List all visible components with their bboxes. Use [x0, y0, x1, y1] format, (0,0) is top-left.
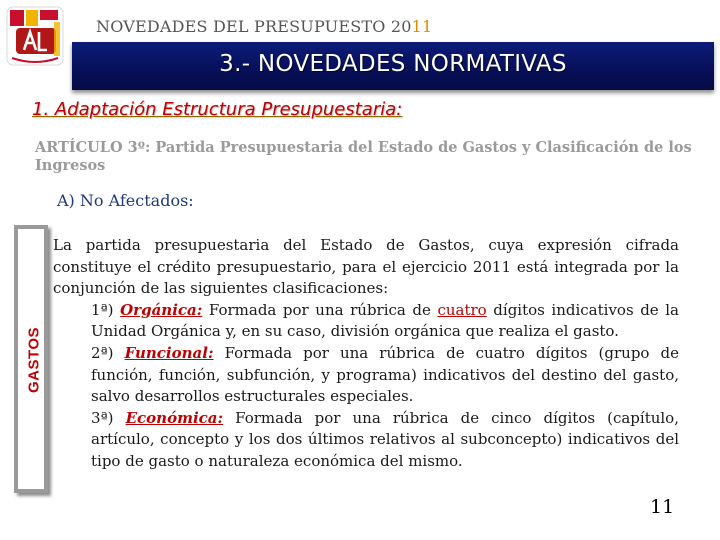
- item1-keyword: Orgánica:: [120, 300, 203, 319]
- item-economica: [53, 408, 679, 473]
- page-number: 11: [650, 496, 675, 518]
- article-heading: ARTÍCULO 3º: Partida Presupuestaria del Estado de Gastos y Clasificación de los Ingresos: [35, 139, 692, 174]
- banner-title: 3.- NOVEDADES NORMATIVAS: [219, 51, 567, 77]
- intro-paragraph: [53, 235, 679, 300]
- section-heading: 1. Adaptación Estructura Presupuestaria:: [32, 99, 403, 120]
- item1-highlight: cuatro: [437, 300, 487, 319]
- side-label: GASTOS: [25, 326, 43, 394]
- item2-text: Formada por una rúbrica de cuatro dígitos (grupo de función, función, subfunción, y programa) indicativos del destino del gasto, salvo desarrollos estructurales especiales.: [91, 343, 679, 406]
- item1-text-b: dígitos indicativos de la Unidad Orgánica y, en su caso, división orgánica que realiza el gasto.: [91, 300, 679, 341]
- presentation-title: [96, 17, 432, 36]
- body-text: [53, 235, 679, 473]
- item3-num: 3ª): [91, 408, 114, 427]
- intro-text: La partida presupuestaria del Estado de Gastos, cuya expresión cifrada constituye el crédito presupuestario, para el ejercicio 2011 está integrada por la conjunción de las siguientes clasificaciones:: [53, 236, 679, 298]
- university-logo: [6, 6, 64, 66]
- item-organica: [53, 300, 679, 343]
- item2-num: 2ª): [91, 343, 114, 362]
- title-year-end: 11: [411, 17, 433, 36]
- slide-banner: [72, 42, 714, 90]
- title-prefix: NOVEDADES DEL PRESUPUESTO 20: [96, 17, 412, 36]
- item1-num: 1ª): [91, 300, 114, 319]
- item3-keyword: Económica:: [125, 408, 224, 427]
- item3-text: Formada por una rúbrica de cinco dígitos (capítulo, artículo, concepto y los dos últimos relativos al subconcepto) indicativos del tipo de gasto o naturaleza económica del mismo.: [91, 408, 679, 470]
- item-funcional: [53, 343, 679, 408]
- item1-text-a: Formada por una rúbrica de: [208, 300, 431, 319]
- item2-keyword: Funcional:: [124, 343, 214, 362]
- subheading: A) No Afectados:: [57, 191, 194, 210]
